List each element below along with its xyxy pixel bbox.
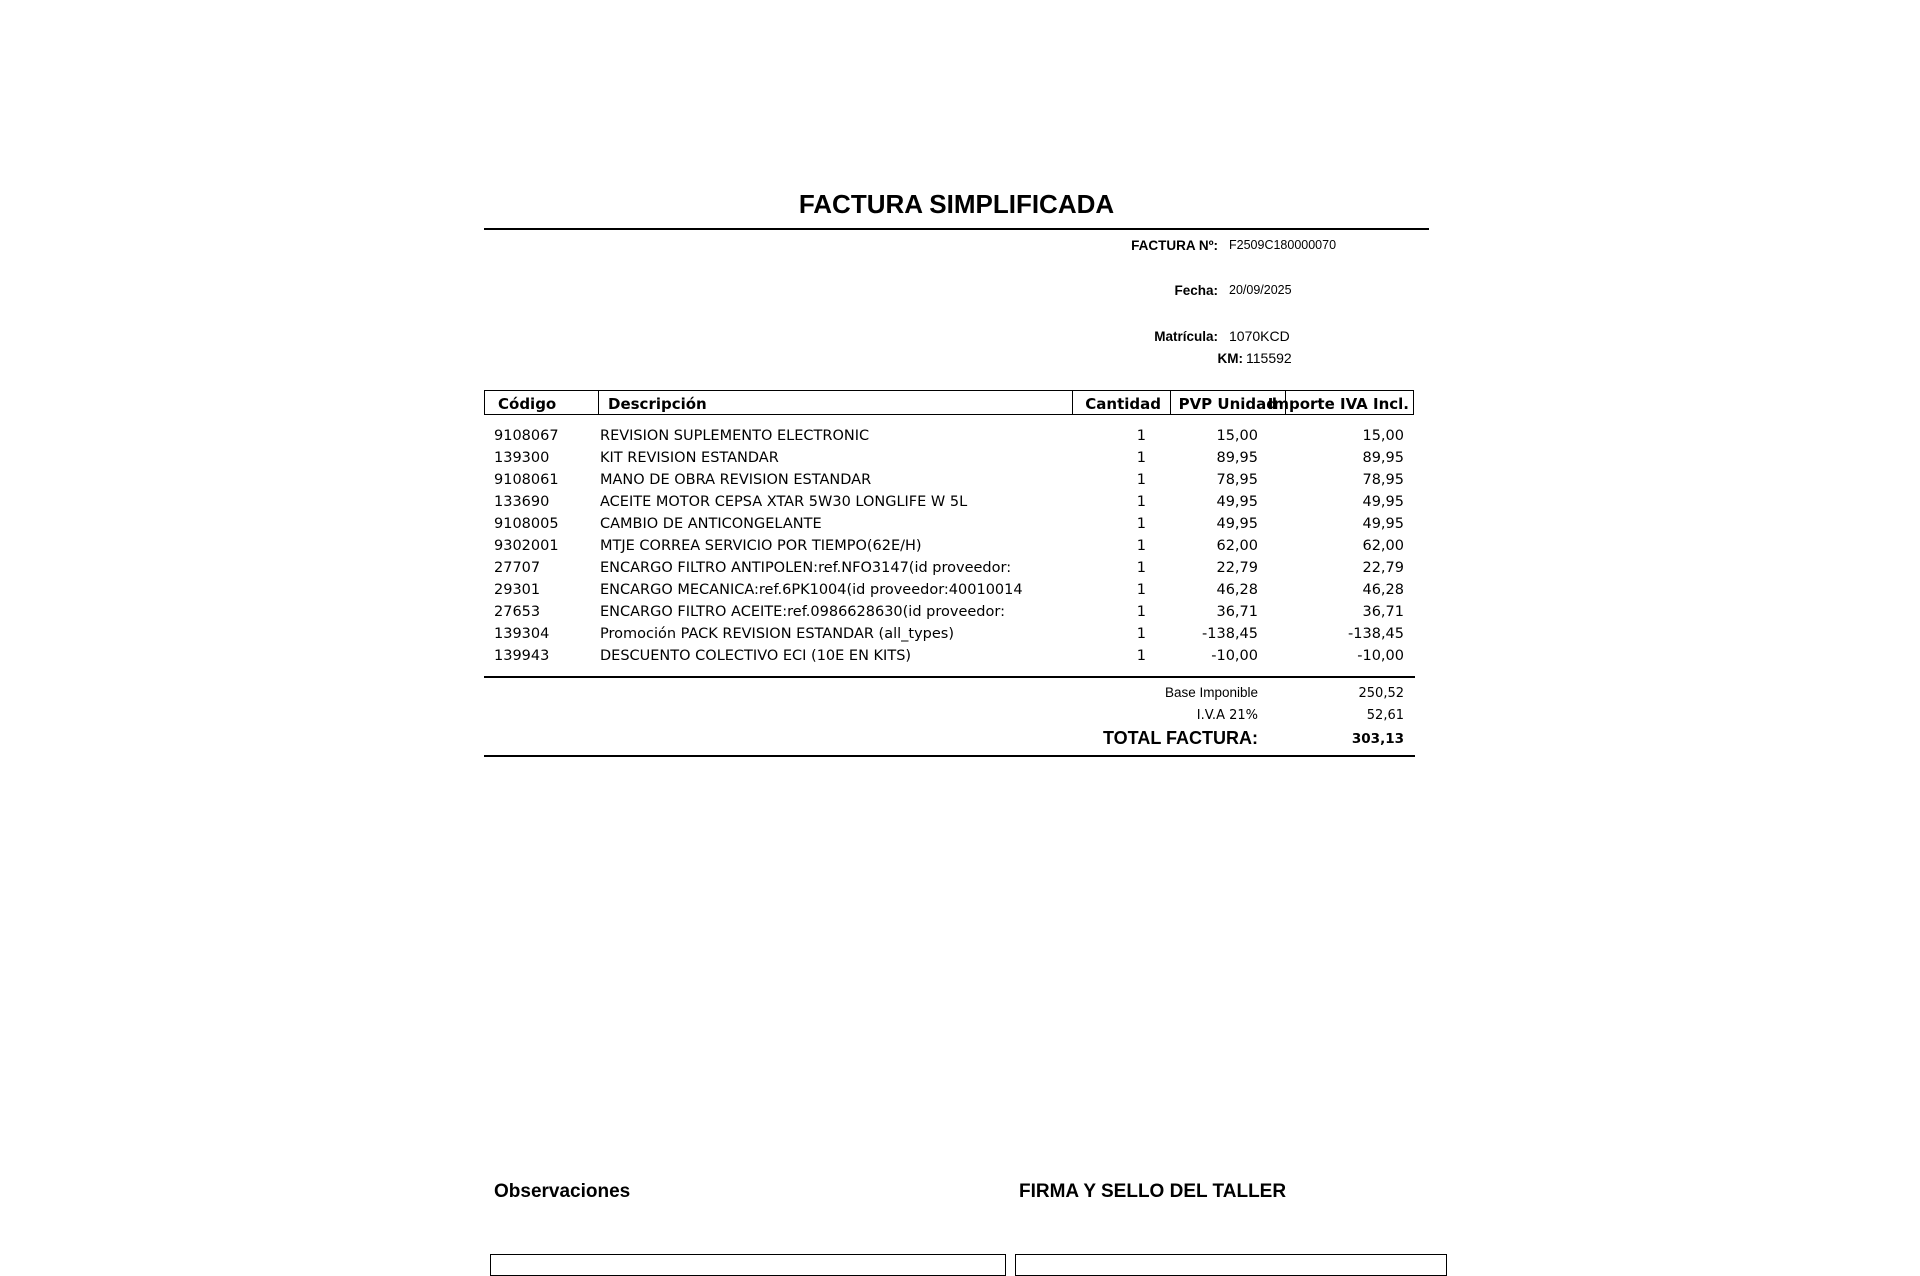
header-code: Código: [498, 395, 557, 413]
row-quantity: 1: [1136, 538, 1146, 554]
km-label: KM:: [1217, 351, 1243, 366]
row-quantity: 1: [1136, 560, 1146, 576]
row-quantity: 1: [1136, 604, 1146, 620]
total-label: TOTAL FACTURA:: [1103, 728, 1258, 748]
table-row: [0, 447, 1920, 469]
plate-label: Matrícula:: [1154, 329, 1218, 344]
invoice-number: F2509C180000070: [1229, 238, 1337, 252]
row-code: 29301: [494, 582, 541, 598]
row-unit-price: -10,00: [1211, 648, 1258, 664]
table-row: [0, 579, 1920, 601]
table-row: [0, 557, 1920, 579]
total-value: 303,13: [1351, 731, 1404, 747]
row-unit-price: 49,95: [1216, 516, 1258, 532]
header-separator: [1170, 390, 1171, 415]
observations-box: [490, 1254, 1006, 1276]
row-description: Promoción PACK REVISION ESTANDAR (all_types): [600, 626, 955, 642]
header-total: Importe IVA Incl.: [1267, 395, 1409, 413]
row-code: 133690: [494, 494, 550, 510]
header-quantity: Cantidad: [1085, 395, 1161, 413]
row-unit-price: 89,95: [1216, 450, 1258, 466]
row-unit-price: -138,45: [1202, 626, 1258, 642]
row-description: REVISION SUPLEMENTO ELECTRONIC: [600, 428, 870, 444]
header-unit-price: PVP Unidad: [1178, 395, 1277, 413]
row-unit-price: 78,95: [1216, 472, 1258, 488]
base-value: 250,52: [1358, 686, 1404, 701]
total-divider: [484, 755, 1415, 757]
row-code: 9108061: [494, 472, 559, 488]
row-unit-price: 46,28: [1216, 582, 1258, 598]
header-separator: [1072, 390, 1073, 415]
row-total: 22,79: [1362, 560, 1404, 576]
row-description: ENCARGO FILTRO ANTIPOLEN:ref.NFO3147(id proveedor:: [600, 560, 1012, 576]
invoice-date: 20/09/2025: [1229, 283, 1292, 297]
table-row: [0, 535, 1920, 557]
row-description: DESCUENTO COLECTIVO ECI (10E EN KITS): [600, 648, 912, 664]
invoice-date-label: Fecha:: [1174, 283, 1218, 298]
row-description: KIT REVISION ESTANDAR: [600, 450, 779, 466]
row-code: 139304: [494, 626, 550, 642]
plate-value: 1070KCD: [1229, 328, 1290, 344]
row-unit-price: 49,95: [1216, 494, 1258, 510]
row-code: 27653: [494, 604, 541, 620]
row-code: 9108005: [494, 516, 559, 532]
table-row: [0, 623, 1920, 645]
row-quantity: 1: [1136, 626, 1146, 642]
vat-label: I.V.A 21%: [1196, 708, 1258, 723]
signature-label: FIRMA Y SELLO DEL TALLER: [1019, 1181, 1287, 1202]
row-quantity: 1: [1136, 450, 1146, 466]
row-total: 46,28: [1362, 582, 1404, 598]
row-quantity: 1: [1136, 428, 1146, 444]
km-value: 115592: [1246, 350, 1292, 366]
header-description: Descripción: [608, 395, 707, 413]
row-unit-price: 62,00: [1216, 538, 1258, 554]
invoice-title: FACTURA SIMPLIFICADA: [798, 189, 1115, 219]
row-quantity: 1: [1136, 582, 1146, 598]
row-total: -138,45: [1348, 626, 1404, 642]
row-code: 9302001: [494, 538, 559, 554]
row-code: 27707: [494, 560, 541, 576]
row-code: 139943: [494, 648, 550, 664]
row-description: ENCARGO FILTRO ACEITE:ref.0986628630(id proveedor:: [600, 604, 1005, 620]
row-total: 89,95: [1362, 450, 1404, 466]
row-total: 36,71: [1362, 604, 1404, 620]
row-code: 139300: [494, 450, 550, 466]
row-quantity: 1: [1136, 516, 1146, 532]
table-row: [0, 601, 1920, 623]
invoice-number-label: FACTURA Nº:: [1131, 238, 1218, 253]
signature-box: [1015, 1254, 1447, 1276]
table-row: [0, 469, 1920, 491]
row-description: ENCARGO MECANICA:ref.6PK1004(id proveedor:40010014: [600, 582, 1023, 598]
row-description: CAMBIO DE ANTICONGELANTE: [600, 516, 822, 532]
row-description: MANO DE OBRA REVISION ESTANDAR: [600, 472, 872, 488]
row-quantity: 1: [1136, 494, 1146, 510]
row-total: 49,95: [1362, 494, 1404, 510]
vat-value: 52,61: [1366, 708, 1404, 723]
row-unit-price: 15,00: [1216, 428, 1258, 444]
table-row: [0, 513, 1920, 535]
row-description: ACEITE MOTOR CEPSA XTAR 5W30 LONGLIFE W 5L: [600, 494, 968, 510]
row-description: MTJE CORREA SERVICIO POR TIEMPO(62E/H): [600, 538, 922, 554]
row-total: 49,95: [1362, 516, 1404, 532]
observations-label: Observaciones: [494, 1181, 631, 1202]
summary-divider: [484, 676, 1415, 678]
title-divider: [484, 228, 1429, 230]
row-total: 78,95: [1362, 472, 1404, 488]
row-unit-price: 36,71: [1216, 604, 1258, 620]
row-quantity: 1: [1136, 472, 1146, 488]
row-total: 62,00: [1362, 538, 1404, 554]
header-separator: [598, 390, 599, 415]
table-row: [0, 645, 1920, 667]
row-total: 15,00: [1362, 428, 1404, 444]
row-unit-price: 22,79: [1216, 560, 1258, 576]
table-row: [0, 491, 1920, 513]
base-label: Base Imponible: [1164, 685, 1258, 700]
row-quantity: 1: [1136, 648, 1146, 664]
row-total: -10,00: [1357, 648, 1404, 664]
table-row: [0, 425, 1920, 447]
row-code: 9108067: [494, 428, 559, 444]
